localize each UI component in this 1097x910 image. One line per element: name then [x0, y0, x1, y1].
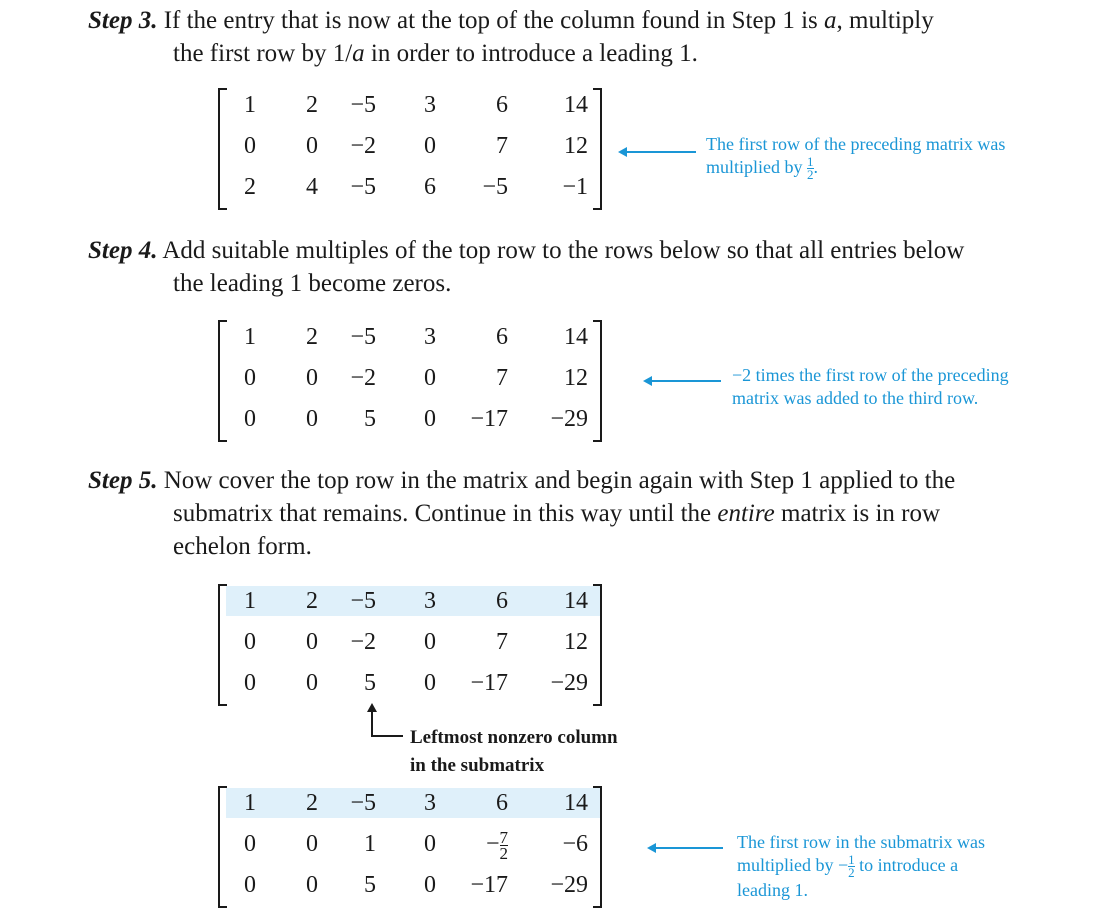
- matrix-cell: −1: [562, 174, 588, 200]
- step5-matrix-a: [218, 584, 604, 706]
- matrix-cell: 0: [244, 133, 256, 159]
- step5-note-line3: leading 1.: [737, 880, 808, 901]
- matrix-cell: 0: [244, 670, 256, 696]
- step3-label: Step 3.: [88, 7, 158, 34]
- step3-var: a: [824, 7, 837, 34]
- matrix-cell: −29: [550, 406, 588, 432]
- step4-label: Step 4.: [88, 237, 158, 264]
- step5-note-line2b: to introduce a: [854, 855, 959, 875]
- matrix-cell: −2: [350, 133, 376, 159]
- matrix-cell: 12: [564, 629, 588, 655]
- step5-label: Step 5.: [88, 467, 158, 494]
- matrix-cell: −5: [350, 174, 376, 200]
- matrix-cell: −5: [350, 324, 376, 350]
- matrix-cell: 0: [244, 831, 256, 857]
- matrix-cell: −5: [350, 588, 376, 614]
- matrix-cell: −17: [470, 670, 508, 696]
- matrix-cell: 1: [244, 790, 256, 816]
- matrix-cell: −5: [482, 174, 508, 200]
- matrix-cell: −2: [350, 629, 376, 655]
- step4-text-2: the leading 1 become zeros.: [173, 270, 452, 297]
- matrix-cell: 3: [424, 790, 436, 816]
- matrix-cell: −6: [562, 831, 588, 857]
- step5-note: [737, 831, 985, 902]
- matrix-cell: 0: [306, 406, 318, 432]
- matrix-cell: 5: [364, 406, 376, 432]
- matrix-cell: 3: [424, 588, 436, 614]
- matrix-cell: 14: [564, 588, 588, 614]
- right-bracket: [593, 88, 602, 210]
- step4-arrow: [651, 380, 721, 382]
- step3-note-line1: The first row of the preceding matrix was: [706, 134, 1006, 154]
- matrix-cell: 0: [244, 365, 256, 391]
- matrix-cell: 6: [496, 790, 508, 816]
- matrix-cell: 2: [306, 92, 318, 118]
- step3-matrix: [218, 88, 604, 210]
- callout-line2: in the submatrix: [410, 755, 545, 776]
- matrix-cell: 1: [244, 324, 256, 350]
- matrix-cell: 0: [306, 365, 318, 391]
- right-bracket: [593, 584, 602, 706]
- right-bracket: [593, 786, 602, 908]
- matrix-cell: −17: [470, 872, 508, 898]
- arrow-up-icon: [367, 703, 377, 712]
- matrix-cell: −29: [550, 670, 588, 696]
- step5-note-line1: The first row in the submatrix was: [737, 832, 985, 852]
- matrix-cell: 0: [306, 872, 318, 898]
- matrix-cell: 1: [244, 588, 256, 614]
- matrix-cell: 0: [424, 365, 436, 391]
- matrix-cell: 6: [496, 324, 508, 350]
- callout-line1: Leftmost nonzero column: [410, 727, 618, 748]
- step3-note-end: .: [813, 157, 818, 177]
- matrix-cell: −17: [470, 406, 508, 432]
- step3-note-fraction: $\frac{1}{2}$: [807, 154, 814, 183]
- matrix-cell: 0: [306, 670, 318, 696]
- matrix-cell: 7: [496, 133, 508, 159]
- matrix-cell: 3: [424, 324, 436, 350]
- step5-note-fraction: $\frac{1}{2}$: [848, 852, 855, 881]
- step3-note-line2: multiplied by: [706, 157, 807, 177]
- matrix-cell: 2: [306, 790, 318, 816]
- matrix-cell: 0: [424, 872, 436, 898]
- step3-text-2a: the first row by 1/: [173, 40, 353, 67]
- matrix-cell: −5: [350, 92, 376, 118]
- matrix-cell: 7: [496, 365, 508, 391]
- step3-var-2: a: [352, 40, 365, 67]
- matrix-cell: 6: [496, 588, 508, 614]
- matrix-cell: 14: [564, 324, 588, 350]
- matrix-cell: 0: [306, 831, 318, 857]
- step5-arrow: [655, 847, 723, 849]
- step3-paragraph: [88, 4, 1048, 70]
- fraction: $\frac{7}{2}$: [499, 827, 508, 863]
- matrix-cell: −2: [350, 365, 376, 391]
- matrix-cell: [448, 829, 508, 861]
- step3-text-1b: , multiply: [836, 7, 934, 34]
- matrix-cell: 7: [496, 629, 508, 655]
- matrix-cell: 2: [306, 588, 318, 614]
- step4-matrix: [218, 320, 604, 442]
- step3-text-1a: If the entry that is now at the top of the column found in Step 1 is: [157, 7, 825, 34]
- matrix-cell: 5: [364, 872, 376, 898]
- matrix-cell: 0: [424, 831, 436, 857]
- step4-text-1: Add suitable multiples of the top row to the rows below so that all entries below: [157, 237, 965, 264]
- step3-note: [706, 133, 1005, 181]
- fraction-sign: −: [485, 831, 500, 857]
- matrix-cell: 4: [306, 174, 318, 200]
- step5-note-line2a: multiplied by −: [737, 855, 849, 875]
- step5-text-2b: matrix is in row: [774, 500, 941, 527]
- step5-paragraph: [88, 464, 1048, 563]
- matrix-cell: 2: [244, 174, 256, 200]
- matrix-cell: 0: [306, 133, 318, 159]
- step5-matrix-b: [218, 786, 604, 908]
- step4-note-line2: matrix was added to the third row.: [732, 388, 979, 408]
- step4-note-line1: −2 times the first row of the preceding: [732, 365, 1009, 385]
- matrix-cell: 12: [564, 133, 588, 159]
- matrix-cell: 6: [424, 174, 436, 200]
- matrix-cell: 0: [244, 872, 256, 898]
- right-bracket: [593, 320, 602, 442]
- matrix-cell: 0: [424, 670, 436, 696]
- step3-text-2b: in order to introduce a leading 1.: [364, 40, 698, 67]
- matrix-cell: 0: [424, 406, 436, 432]
- step5-text-2a: submatrix that remains. Continue in this way until the: [173, 500, 718, 527]
- matrix-cell: −5: [350, 790, 376, 816]
- step5-text-2-emphasis: entire: [717, 500, 775, 527]
- step3-arrow: [626, 151, 696, 153]
- matrix-cell: 0: [424, 133, 436, 159]
- matrix-cell: 5: [364, 670, 376, 696]
- submatrix-callout: [410, 724, 618, 780]
- matrix-cell: 6: [496, 92, 508, 118]
- matrix-cell: 0: [244, 406, 256, 432]
- matrix-cell: 14: [564, 790, 588, 816]
- callout-horizontal-line: [371, 735, 403, 737]
- matrix-cell: −29: [550, 872, 588, 898]
- step5-text-1: Now cover the top row in the matrix and begin again with Step 1 applied to the: [157, 467, 956, 494]
- matrix-cell: 0: [244, 629, 256, 655]
- step5-text-3: echelon form.: [173, 533, 312, 560]
- matrix-cell: 1: [244, 92, 256, 118]
- matrix-cell: 1: [364, 831, 376, 857]
- callout-vertical-line: [371, 710, 373, 736]
- step4-note: [732, 364, 1009, 410]
- matrix-cell: 14: [564, 92, 588, 118]
- matrix-cell: 12: [564, 365, 588, 391]
- matrix-cell: 0: [306, 629, 318, 655]
- step4-paragraph: [88, 234, 1048, 300]
- matrix-cell: 3: [424, 92, 436, 118]
- matrix-cell: 0: [424, 629, 436, 655]
- matrix-cell: 2: [306, 324, 318, 350]
